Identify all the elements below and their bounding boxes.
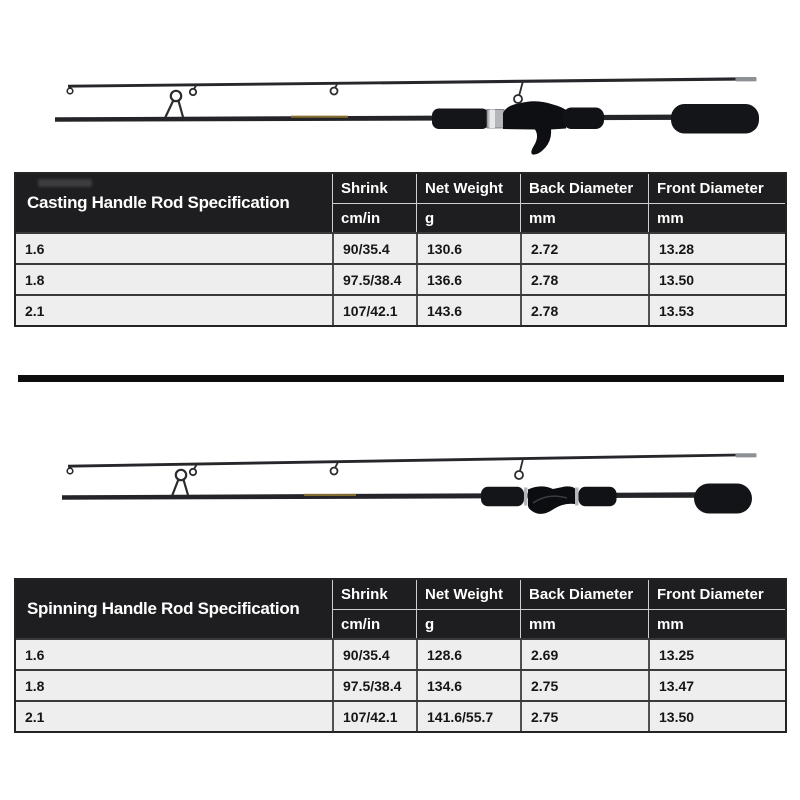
table-title: Spinning Handle Rod Specification bbox=[27, 599, 300, 618]
shrink-cell: 107/42.1 bbox=[332, 702, 416, 731]
back-diameter-cell: 2.72 bbox=[520, 234, 648, 263]
ferrule-end bbox=[736, 453, 757, 457]
line-guide-icon bbox=[331, 462, 339, 475]
net-weight-cell: 143.6 bbox=[416, 296, 520, 325]
column-unit: g bbox=[417, 203, 520, 232]
column-label: Shrink bbox=[341, 180, 388, 197]
model-cell: 2.1 bbox=[25, 708, 45, 725]
model-cell: 1.8 bbox=[25, 677, 45, 694]
casting-rod-image bbox=[0, 28, 800, 178]
front-diameter-cell: 13.50 bbox=[648, 702, 785, 731]
shrink-cell: 90/35.4 bbox=[332, 640, 416, 669]
butt-grip bbox=[671, 104, 759, 134]
table-header bbox=[16, 174, 785, 232]
foam-rear-fore-grip bbox=[563, 108, 604, 130]
silver-collar bbox=[524, 488, 528, 506]
gold-logo-mark bbox=[304, 494, 356, 496]
table-row bbox=[16, 263, 785, 294]
faint-watermark bbox=[38, 179, 92, 187]
column-unit: cm/in bbox=[333, 203, 416, 232]
front-diameter-cell: 13.53 bbox=[648, 296, 785, 325]
front-diameter-cell: 13.50 bbox=[648, 265, 785, 294]
line-guide-icon bbox=[190, 464, 197, 475]
back-diameter-cell: 2.69 bbox=[520, 640, 648, 669]
shrink-cell: 90/35.4 bbox=[332, 234, 416, 263]
column-unit: mm bbox=[521, 609, 648, 638]
stripper-guide-icon bbox=[165, 91, 183, 118]
net-weight-cell: 136.6 bbox=[416, 265, 520, 294]
net-weight-cell: 134.6 bbox=[416, 671, 520, 700]
column-header-net-weight bbox=[416, 580, 520, 638]
column-unit: cm/in bbox=[333, 609, 416, 638]
shrink-cell: 107/42.1 bbox=[332, 296, 416, 325]
model-cell: 1.8 bbox=[25, 271, 45, 288]
table-row bbox=[16, 669, 785, 700]
column-unit: mm bbox=[649, 609, 785, 638]
silver-collar bbox=[575, 488, 579, 506]
column-label: Front Diameter bbox=[657, 586, 764, 603]
spinning-rod-image bbox=[0, 420, 800, 565]
model-cell: 1.6 bbox=[25, 646, 45, 663]
back-diameter-cell: 2.78 bbox=[520, 265, 648, 294]
spinning-reel-seat bbox=[528, 486, 575, 514]
line-guide-icon bbox=[515, 459, 523, 479]
spinning-spec-table bbox=[14, 578, 787, 733]
column-header-shrink bbox=[332, 580, 416, 638]
rod-butt-section bbox=[55, 91, 759, 155]
foam-fore-grip bbox=[432, 109, 489, 130]
butt-grip bbox=[694, 484, 752, 514]
column-header-front-diameter bbox=[648, 174, 785, 232]
column-label: Net Weight bbox=[425, 180, 504, 197]
rod-tip-section bbox=[67, 453, 756, 479]
silver-ring bbox=[487, 110, 504, 129]
net-weight-cell: 141.6/55.7 bbox=[416, 702, 520, 731]
back-diameter-cell: 2.75 bbox=[520, 702, 648, 731]
shrink-cell: 97.5/38.4 bbox=[332, 671, 416, 700]
stripper-guide-icon bbox=[172, 470, 188, 496]
table-header bbox=[16, 580, 785, 638]
column-unit: mm bbox=[521, 203, 648, 232]
shrink-cell: 97.5/38.4 bbox=[332, 265, 416, 294]
foam-fore-grip bbox=[481, 487, 524, 507]
model-cell: 1.6 bbox=[25, 240, 45, 257]
column-unit: mm bbox=[649, 203, 785, 232]
column-header-back-diameter bbox=[520, 174, 648, 232]
column-label: Back Diameter bbox=[529, 586, 634, 603]
column-unit: g bbox=[417, 609, 520, 638]
table-row bbox=[16, 294, 785, 325]
table-row bbox=[16, 638, 785, 669]
column-header-net-weight bbox=[416, 174, 520, 232]
back-diameter-cell: 2.78 bbox=[520, 296, 648, 325]
column-label: Back Diameter bbox=[529, 180, 634, 197]
net-weight-cell: 130.6 bbox=[416, 234, 520, 263]
net-weight-cell: 128.6 bbox=[416, 640, 520, 669]
casting-spec-table bbox=[14, 172, 787, 327]
column-header-front-diameter bbox=[648, 580, 785, 638]
column-header-back-diameter bbox=[520, 580, 648, 638]
column-label: Net Weight bbox=[425, 586, 504, 603]
gold-logo-mark bbox=[291, 116, 348, 118]
table-row bbox=[16, 700, 785, 731]
column-label: Front Diameter bbox=[657, 180, 764, 197]
ferrule-end bbox=[736, 77, 757, 81]
front-diameter-cell: 13.25 bbox=[648, 640, 785, 669]
front-diameter-cell: 13.28 bbox=[648, 234, 785, 263]
column-label: Shrink bbox=[341, 586, 388, 603]
table-row bbox=[16, 232, 785, 263]
column-header-shrink bbox=[332, 174, 416, 232]
table-title: Casting Handle Rod Specification bbox=[27, 193, 290, 212]
back-diameter-cell: 2.75 bbox=[520, 671, 648, 700]
front-diameter-cell: 13.47 bbox=[648, 671, 785, 700]
line-guide-icon bbox=[514, 81, 523, 103]
foam-rear-fore-grip bbox=[579, 487, 617, 507]
trigger-reel-seat bbox=[503, 101, 566, 154]
section-divider bbox=[18, 375, 784, 382]
rod-butt-section bbox=[62, 470, 752, 514]
model-cell: 2.1 bbox=[25, 302, 45, 319]
